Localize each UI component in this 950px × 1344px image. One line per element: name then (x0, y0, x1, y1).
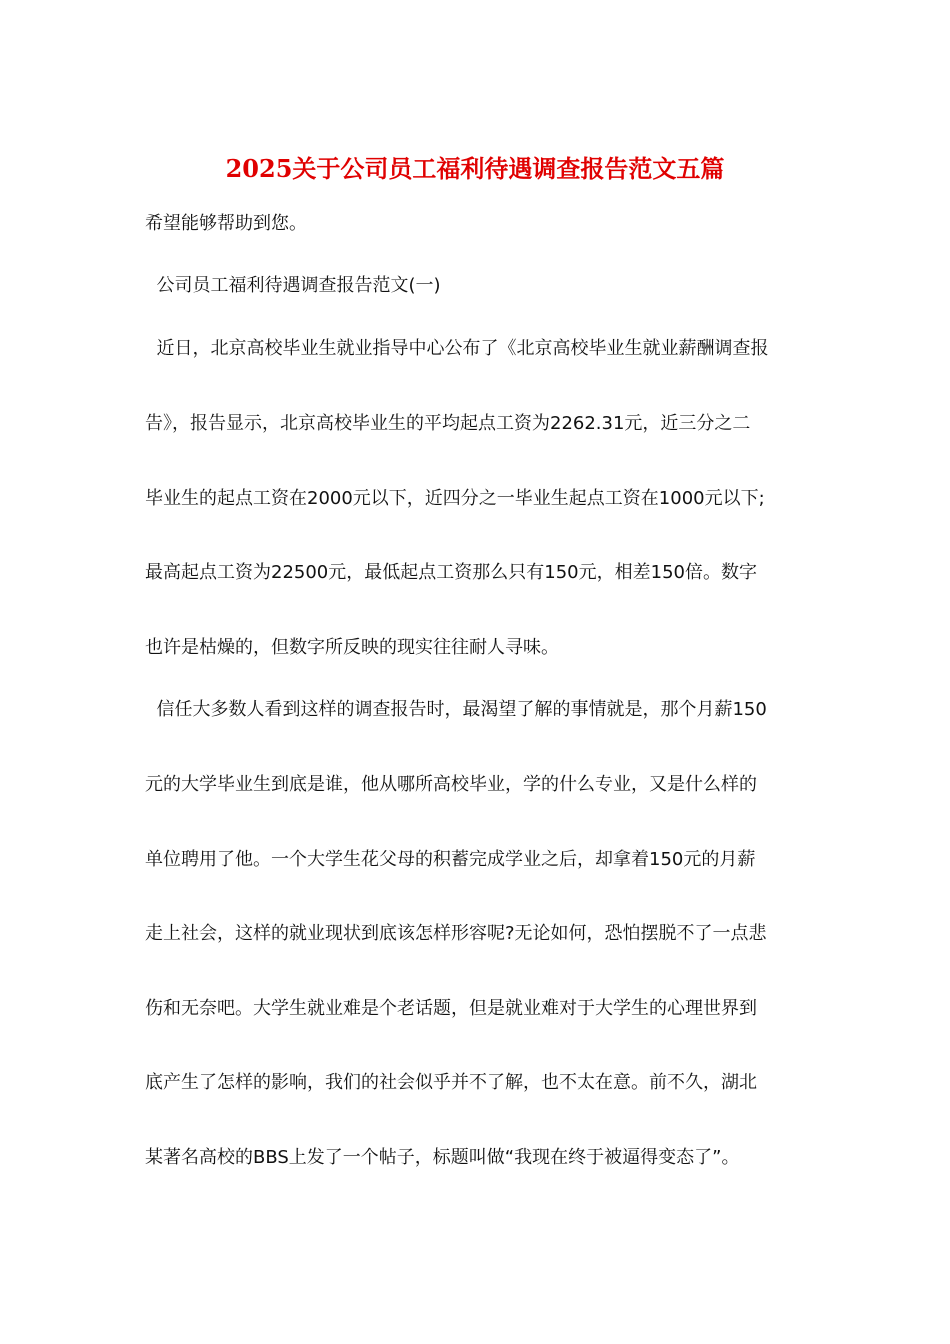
text-line: 某著名高校的BBS上发了一个帖子，标题叫做“我现在终于被逼得变态了”。 (145, 1147, 740, 1168)
document-title: 2025关于公司员工福利待遇调查报告范文五篇 (225, 154, 725, 183)
text-line: 伤和无奈吧。大学生就业难是个老话题，但是就业难对于大学生的心理世界到 (145, 998, 757, 1019)
text-line: 告》，报告显示，北京高校毕业生的平均起点工资为2262.31元，近三分之二 (145, 413, 751, 434)
text-line: 单位聘用了他。一个大学生花父母的积蓄完成学业之后，却拿着150元的月薪 (145, 849, 756, 870)
text-line: 也许是枯燥的，但数字所反映的现实往往耐人寻味。 (145, 637, 559, 658)
text-line: 希望能够帮助到您。 (145, 213, 307, 234)
text-line: 最高起点工资为22500元，最低起点工资那么只有150元，相差150倍。数字 (145, 562, 757, 583)
text-line: 近日，北京高校毕业生就业指导中心公布了《北京高校毕业生就业薪酬调查报 (145, 338, 769, 359)
text-line: 底产生了怎样的影响，我们的社会似乎并不了解，也不太在意。前不久，湖北 (145, 1072, 757, 1093)
text-line: 毕业生的起点工资在2000元以下，近四分之一毕业生起点工资在1000元以下; (145, 488, 765, 509)
text-line: 信任大多数人看到这样的调查报告时，最渴望了解的事情就是，那个月薪150 (145, 699, 767, 720)
section-heading: 公司员工福利待遇调查报告范文(一) (145, 275, 441, 296)
text-line: 走上社会，这样的就业现状到底该怎样形容呢?无论如何，恐怕摆脱不了一点悲 (145, 923, 767, 944)
text-line: 元的大学毕业生到底是谁，他从哪所高校毕业，学的什么专业，又是什么样的 (145, 774, 757, 795)
